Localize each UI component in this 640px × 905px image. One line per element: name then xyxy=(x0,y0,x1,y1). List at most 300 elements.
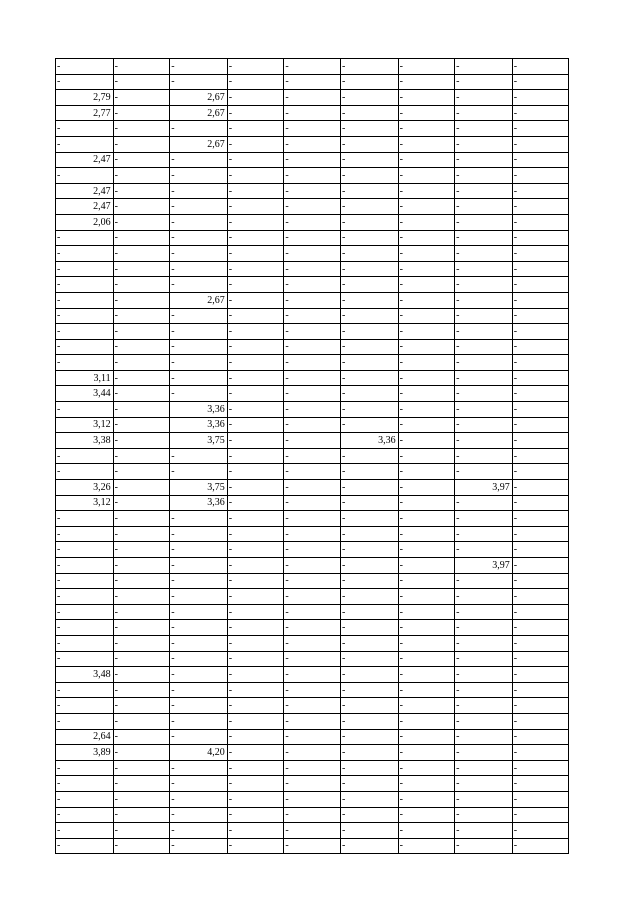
table-cell: - xyxy=(512,604,569,620)
table-cell: - xyxy=(227,667,284,683)
table-cell: - xyxy=(455,121,513,137)
table-cell: - xyxy=(455,776,513,792)
table-cell: - xyxy=(340,214,398,230)
table-cell: - xyxy=(340,246,398,262)
table-cell: - xyxy=(455,183,513,199)
table-row xyxy=(56,183,569,199)
table-cell: - xyxy=(455,745,513,761)
table-cell: - xyxy=(113,495,170,511)
table-cell: - xyxy=(113,417,170,433)
table-cell: - xyxy=(284,105,341,121)
table-cell: - xyxy=(512,573,569,589)
table-cell: - xyxy=(512,760,569,776)
table-row xyxy=(56,324,569,340)
table-cell: - xyxy=(56,402,114,418)
table-cell: - xyxy=(512,136,569,152)
table-cell: - xyxy=(113,136,170,152)
table-cell: - xyxy=(398,105,455,121)
table-cell: - xyxy=(113,542,170,558)
table-cell: - xyxy=(284,230,341,246)
table-cell: - xyxy=(170,246,228,262)
table-cell: - xyxy=(56,604,114,620)
table-cell: - xyxy=(398,698,455,714)
table-cell: - xyxy=(56,339,114,355)
table-cell: - xyxy=(340,620,398,636)
table-cell: - xyxy=(398,807,455,823)
table-cell: - xyxy=(284,807,341,823)
table-cell: - xyxy=(284,386,341,402)
table-cell: - xyxy=(227,261,284,277)
table-cell: - xyxy=(455,791,513,807)
table-cell: - xyxy=(227,807,284,823)
table-cell: - xyxy=(284,526,341,542)
table-cell: - xyxy=(340,745,398,761)
table-cell: - xyxy=(512,168,569,184)
table-cell: - xyxy=(455,230,513,246)
table-cell: - xyxy=(340,807,398,823)
table-cell: - xyxy=(170,386,228,402)
table-row xyxy=(56,667,569,683)
table-cell: - xyxy=(113,308,170,324)
table-cell: - xyxy=(227,511,284,527)
table-cell: - xyxy=(398,199,455,215)
table-row xyxy=(56,152,569,168)
table-cell: - xyxy=(512,480,569,496)
table-row xyxy=(56,823,569,839)
table-cell: - xyxy=(113,667,170,683)
table-cell: - xyxy=(56,760,114,776)
table-cell: - xyxy=(227,838,284,854)
table-cell: - xyxy=(56,74,114,90)
table-cell: - xyxy=(340,277,398,293)
table-row xyxy=(56,651,569,667)
table-cell: - xyxy=(398,214,455,230)
table-row xyxy=(56,698,569,714)
table-cell: - xyxy=(398,339,455,355)
table-cell: 2,67 xyxy=(170,90,228,106)
table-cell: - xyxy=(227,324,284,340)
table-cell: - xyxy=(170,277,228,293)
table-cell: - xyxy=(170,760,228,776)
table-row xyxy=(56,480,569,496)
table-cell: - xyxy=(56,558,114,574)
table-cell: - xyxy=(512,308,569,324)
table-cell: - xyxy=(398,417,455,433)
table-cell: - xyxy=(340,635,398,651)
table-cell: - xyxy=(56,635,114,651)
table-row xyxy=(56,464,569,480)
table-cell: - xyxy=(227,199,284,215)
table-cell: - xyxy=(227,495,284,511)
table-cell: - xyxy=(227,230,284,246)
table-cell: 3,11 xyxy=(56,370,114,386)
table-cell: 3,12 xyxy=(56,495,114,511)
table-cell: - xyxy=(227,745,284,761)
table-cell: - xyxy=(227,760,284,776)
table-cell: - xyxy=(56,464,114,480)
table-cell: - xyxy=(170,604,228,620)
table-row xyxy=(56,729,569,745)
table-cell: - xyxy=(512,261,569,277)
table-cell: - xyxy=(455,620,513,636)
table-cell: - xyxy=(56,121,114,137)
table-cell: - xyxy=(170,199,228,215)
table-cell: - xyxy=(170,448,228,464)
table-row xyxy=(56,74,569,90)
table-cell: - xyxy=(340,573,398,589)
table-row xyxy=(56,90,569,106)
table-cell: - xyxy=(227,121,284,137)
table-row xyxy=(56,495,569,511)
table-cell: - xyxy=(227,604,284,620)
table-cell: 3,36 xyxy=(340,433,398,449)
table-cell: - xyxy=(284,292,341,308)
table-cell: - xyxy=(113,370,170,386)
table-cell: - xyxy=(170,214,228,230)
table-cell: - xyxy=(170,183,228,199)
table-cell: - xyxy=(227,105,284,121)
table-cell: - xyxy=(340,292,398,308)
table-cell: - xyxy=(113,838,170,854)
table-cell: - xyxy=(398,261,455,277)
table-cell: - xyxy=(512,620,569,636)
table-cell: - xyxy=(398,121,455,137)
table-cell: - xyxy=(113,386,170,402)
table-cell: - xyxy=(227,635,284,651)
table-cell: - xyxy=(284,776,341,792)
table-cell: - xyxy=(398,791,455,807)
table-cell: - xyxy=(398,729,455,745)
table-cell: - xyxy=(170,511,228,527)
table-row xyxy=(56,713,569,729)
table-cell: - xyxy=(512,90,569,106)
table-cell: - xyxy=(170,542,228,558)
table-cell: - xyxy=(113,355,170,371)
table-cell: - xyxy=(512,651,569,667)
table-cell: - xyxy=(227,168,284,184)
table-cell: - xyxy=(340,698,398,714)
table-row xyxy=(56,168,569,184)
table-cell: - xyxy=(398,308,455,324)
table-cell: 3,36 xyxy=(170,495,228,511)
table-cell: - xyxy=(512,729,569,745)
table-cell: - xyxy=(512,776,569,792)
table-cell: - xyxy=(455,292,513,308)
table-cell: - xyxy=(113,183,170,199)
table-cell: - xyxy=(340,823,398,839)
table-cell: - xyxy=(340,791,398,807)
table-cell: - xyxy=(113,402,170,418)
table-cell: - xyxy=(512,511,569,527)
table-cell: 3,12 xyxy=(56,417,114,433)
table-cell: - xyxy=(512,698,569,714)
table-cell: - xyxy=(56,651,114,667)
table-row xyxy=(56,542,569,558)
table-cell: - xyxy=(56,791,114,807)
table-cell: - xyxy=(398,823,455,839)
table-cell: 2,67 xyxy=(170,292,228,308)
table-cell: 2,67 xyxy=(170,105,228,121)
table-cell: - xyxy=(227,402,284,418)
table-cell: - xyxy=(512,277,569,293)
table-row xyxy=(56,261,569,277)
table-cell: - xyxy=(113,59,170,75)
table-cell: - xyxy=(340,152,398,168)
table-cell: - xyxy=(56,292,114,308)
table-cell: - xyxy=(398,651,455,667)
table-cell: - xyxy=(455,651,513,667)
table-cell: - xyxy=(455,105,513,121)
table-cell: - xyxy=(113,511,170,527)
table-cell: - xyxy=(227,713,284,729)
table-cell: - xyxy=(284,589,341,605)
table-cell: 2,47 xyxy=(56,199,114,215)
table-cell: - xyxy=(455,495,513,511)
table-row xyxy=(56,807,569,823)
table-cell: - xyxy=(170,791,228,807)
table-cell: - xyxy=(227,339,284,355)
table-cell: - xyxy=(56,776,114,792)
table-row xyxy=(56,308,569,324)
table-cell: - xyxy=(170,823,228,839)
table-row xyxy=(56,105,569,121)
table-cell: - xyxy=(512,495,569,511)
table-cell: - xyxy=(227,651,284,667)
table-cell: - xyxy=(113,105,170,121)
table-cell: - xyxy=(340,324,398,340)
table-cell: - xyxy=(227,355,284,371)
table-row xyxy=(56,277,569,293)
table-cell: - xyxy=(455,526,513,542)
table-cell: - xyxy=(398,838,455,854)
table-cell: - xyxy=(455,448,513,464)
table-cell: - xyxy=(398,760,455,776)
table-cell: - xyxy=(455,246,513,262)
table-cell: - xyxy=(340,136,398,152)
table-cell: 3,36 xyxy=(170,402,228,418)
table-cell: - xyxy=(455,433,513,449)
table-cell: 3,75 xyxy=(170,480,228,496)
table-cell: - xyxy=(56,246,114,262)
table-cell: - xyxy=(113,168,170,184)
table-row xyxy=(56,370,569,386)
table-cell: - xyxy=(170,776,228,792)
table-cell: - xyxy=(512,355,569,371)
table-cell: - xyxy=(455,589,513,605)
table-cell: 3,26 xyxy=(56,480,114,496)
table-cell: - xyxy=(170,838,228,854)
table-cell: - xyxy=(113,230,170,246)
table-cell: - xyxy=(340,339,398,355)
table-cell: - xyxy=(284,682,341,698)
table-cell: - xyxy=(227,433,284,449)
table-cell: - xyxy=(113,651,170,667)
table-cell: - xyxy=(113,713,170,729)
table-cell: - xyxy=(340,183,398,199)
table-row xyxy=(56,589,569,605)
table-cell: - xyxy=(512,542,569,558)
table-row xyxy=(56,402,569,418)
table-cell: - xyxy=(398,168,455,184)
table-cell: - xyxy=(284,214,341,230)
table-cell: - xyxy=(512,417,569,433)
table-cell: - xyxy=(170,464,228,480)
table-cell: - xyxy=(227,136,284,152)
table-cell: - xyxy=(455,74,513,90)
table-cell: - xyxy=(227,152,284,168)
table-cell: - xyxy=(113,480,170,496)
table-cell: - xyxy=(455,324,513,340)
table-cell: - xyxy=(56,823,114,839)
table-cell: - xyxy=(170,152,228,168)
table-cell: - xyxy=(340,480,398,496)
table-cell: - xyxy=(455,308,513,324)
table-cell: - xyxy=(170,573,228,589)
table-cell: - xyxy=(56,277,114,293)
table-cell: - xyxy=(398,558,455,574)
table-cell: - xyxy=(512,558,569,574)
table-cell: - xyxy=(340,370,398,386)
table-cell: - xyxy=(227,370,284,386)
table-cell: - xyxy=(398,604,455,620)
table-cell: - xyxy=(113,121,170,137)
table-cell: - xyxy=(512,74,569,90)
table-cell: - xyxy=(455,542,513,558)
table-cell: - xyxy=(284,495,341,511)
table-cell: - xyxy=(340,417,398,433)
table-cell: - xyxy=(340,90,398,106)
table-cell: - xyxy=(284,74,341,90)
table-cell: - xyxy=(284,760,341,776)
table-cell: 3,44 xyxy=(56,386,114,402)
table-cell: - xyxy=(340,558,398,574)
table-cell: - xyxy=(398,542,455,558)
table-cell: 3,97 xyxy=(455,558,513,574)
table-cell: - xyxy=(227,558,284,574)
table-cell: - xyxy=(170,558,228,574)
table-row xyxy=(56,620,569,636)
table-cell: - xyxy=(113,246,170,262)
table-cell: - xyxy=(284,370,341,386)
table-cell: - xyxy=(113,433,170,449)
table-cell: - xyxy=(455,214,513,230)
table-cell: - xyxy=(170,713,228,729)
table-cell: - xyxy=(512,121,569,137)
table-cell: 2,47 xyxy=(56,183,114,199)
table-cell: - xyxy=(455,573,513,589)
table-cell: - xyxy=(455,760,513,776)
table-cell: - xyxy=(284,183,341,199)
table-cell: - xyxy=(512,791,569,807)
table-cell: - xyxy=(340,230,398,246)
table-cell: - xyxy=(227,214,284,230)
table-cell: - xyxy=(284,59,341,75)
table-cell: - xyxy=(340,59,398,75)
table-cell: - xyxy=(340,495,398,511)
table-cell: - xyxy=(284,199,341,215)
table-cell: - xyxy=(284,604,341,620)
table-cell: 2,64 xyxy=(56,729,114,745)
table-cell: - xyxy=(512,667,569,683)
table-cell: - xyxy=(284,620,341,636)
table-cell: - xyxy=(398,90,455,106)
table-cell: - xyxy=(512,635,569,651)
table-cell: - xyxy=(113,448,170,464)
table-cell: - xyxy=(170,308,228,324)
table-cell: - xyxy=(455,807,513,823)
table-cell: - xyxy=(455,682,513,698)
table-cell: - xyxy=(340,713,398,729)
table-cell: 2,77 xyxy=(56,105,114,121)
table-cell: - xyxy=(170,635,228,651)
table-cell: - xyxy=(512,464,569,480)
table-cell: - xyxy=(113,745,170,761)
table-cell: - xyxy=(512,823,569,839)
table-cell: - xyxy=(455,136,513,152)
table-cell: - xyxy=(284,480,341,496)
table-cell: - xyxy=(56,807,114,823)
table-cell: - xyxy=(455,261,513,277)
table-cell: - xyxy=(227,526,284,542)
table-cell: - xyxy=(56,448,114,464)
table-cell: - xyxy=(227,729,284,745)
table-cell: - xyxy=(227,277,284,293)
table-cell: - xyxy=(340,386,398,402)
table-cell: 2,06 xyxy=(56,214,114,230)
table-cell: - xyxy=(56,589,114,605)
table-cell: - xyxy=(512,838,569,854)
table-cell: - xyxy=(284,246,341,262)
table-cell: - xyxy=(398,386,455,402)
table-cell: - xyxy=(227,620,284,636)
table-cell: - xyxy=(340,199,398,215)
table-cell: - xyxy=(56,355,114,371)
table-cell: - xyxy=(56,573,114,589)
table-cell: - xyxy=(512,230,569,246)
table-cell: - xyxy=(398,230,455,246)
table-cell: - xyxy=(455,199,513,215)
table-cell: - xyxy=(398,74,455,90)
table-cell: 3,38 xyxy=(56,433,114,449)
table-cell: - xyxy=(227,823,284,839)
table-cell: - xyxy=(512,589,569,605)
table-row xyxy=(56,355,569,371)
table-cell: - xyxy=(227,448,284,464)
table-cell: - xyxy=(398,370,455,386)
table-cell: - xyxy=(113,261,170,277)
table-cell: - xyxy=(455,386,513,402)
table-cell: - xyxy=(340,604,398,620)
table-cell: - xyxy=(455,698,513,714)
table-cell: 3,75 xyxy=(170,433,228,449)
table-cell: - xyxy=(340,74,398,90)
table-cell: - xyxy=(340,526,398,542)
table-cell: - xyxy=(512,433,569,449)
table-cell: - xyxy=(113,729,170,745)
table-cell: - xyxy=(227,308,284,324)
table-cell: - xyxy=(340,121,398,137)
table-cell: - xyxy=(398,183,455,199)
table-row xyxy=(56,386,569,402)
table-cell: - xyxy=(113,698,170,714)
table-cell: - xyxy=(227,90,284,106)
table-cell: - xyxy=(227,698,284,714)
table-cell: - xyxy=(398,480,455,496)
table-cell: - xyxy=(340,168,398,184)
table-cell: - xyxy=(170,651,228,667)
table-row xyxy=(56,121,569,137)
table-cell: - xyxy=(512,59,569,75)
